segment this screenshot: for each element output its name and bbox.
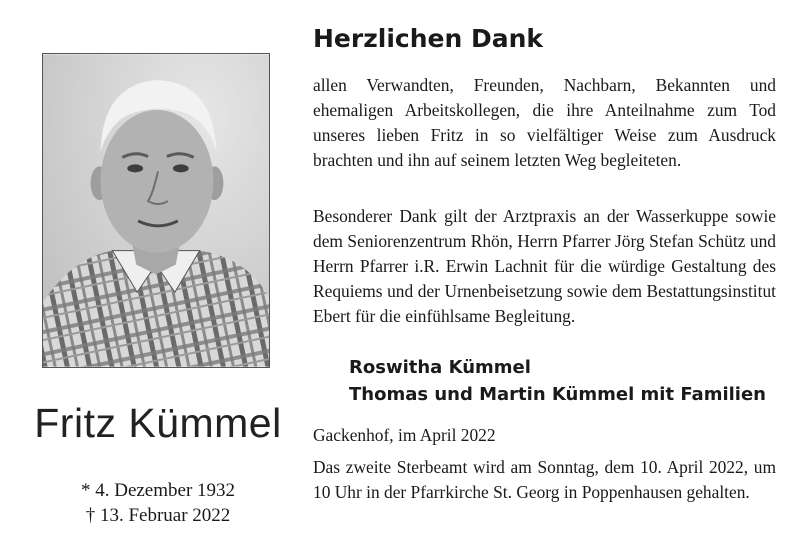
thanks-heading: Herzlichen Dank (313, 24, 544, 53)
signers (349, 354, 766, 408)
portrait-photo (42, 53, 270, 368)
thanks-paragraph: allen Verwandten, Freunden, Nachbarn, Bekannten und ehemaligen Arbeitskollegen, die ihre Anteilnahme zum Tod unseres lieben Fritz in so vielfältiger Weise zum Ausdruck brachten und ihn auf seinem letzten Weg begleiteten. (313, 75, 776, 170)
signer-name: Thomas und Martin Kümmel mit Familien (349, 384, 766, 405)
death-date: † 13. Februar 2022 (85, 505, 231, 526)
signer-name: Roswitha Kümmel (349, 357, 531, 378)
memorial-service-paragraph: Das zweite Sterbeamt wird am Sonntag, dem 10. April 2022, um 10 Uhr in der Pfarrkirche St. Georg in Poppenhausen gehalten. (313, 457, 776, 502)
life-dates (0, 478, 316, 528)
special-thanks-paragraph: Besonderer Dank gilt der Arztpraxis an der Wasserkuppe sowie dem Seniorenzentrum Rhön, Herrn Pfarrer Jörg Stefan Schütz und Herrn Pfarrer i.R. Erwin Lachnit für die würdige Gestaltung des Requiems und der Urnenbeisetzung sowie dem Bestattungsinstitut Ebert für die einfühlsame Begleitung. (313, 206, 776, 326)
place-date: Gackenhof, im April 2022 (313, 425, 496, 445)
birth-date: * 4. Dezember 1932 (80, 480, 236, 501)
portrait-photo-icon (43, 54, 269, 367)
deceased-name: Fritz Kümmel (34, 400, 282, 446)
